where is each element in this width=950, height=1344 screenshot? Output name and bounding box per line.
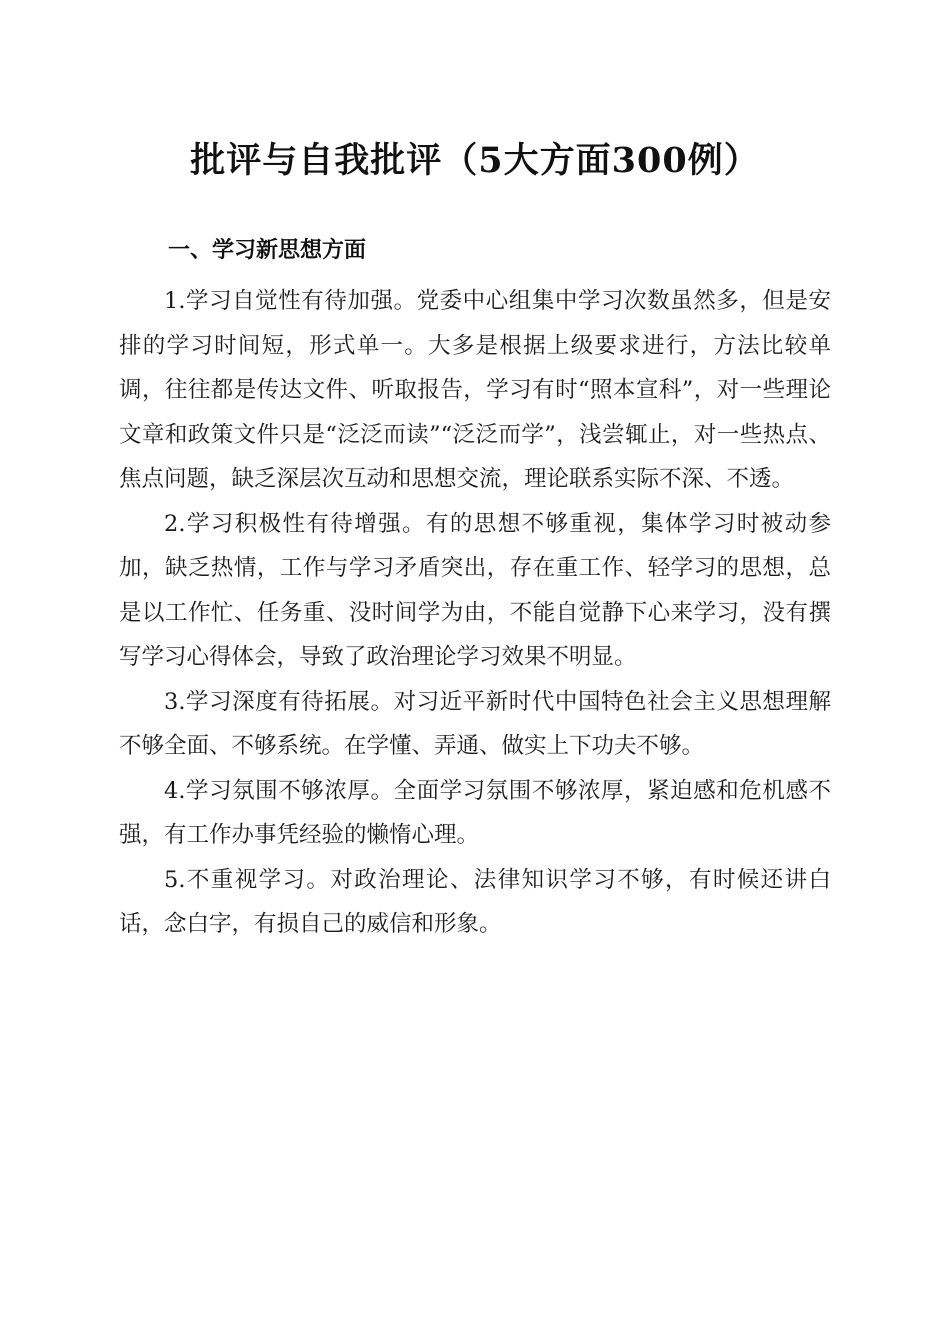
paragraph-3: 3.学习深度有待拓展。对习近平新时代中国特色社会主义思想理解不够全面、不够系统。在学懂、弄通、做实上下功夫不够。 bbox=[119, 688, 831, 759]
paragraph-2: 2.学习积极性有待增强。有的思想不够重视，集体学习时被动参加，缺乏热情，工作与学习矛盾突出，存在重工作、轻学习的思想，总是以工作忙、任务重、没时间学为由，不能自觉静下心来学习，没有撰写学习心得体会，导致了政治理论学习效果不明显。 bbox=[119, 510, 831, 670]
document-body bbox=[119, 279, 831, 947]
paragraph-5: 5.不重视学习。对政治理论、法律知识学习不够，有时候还讲白话，念白字，有损自己的威信和形象。 bbox=[119, 866, 831, 937]
paragraph-1: 1.学习自觉性有待加强。党委中心组集中学习次数虽然多，但是安排的学习时间短，形式单一。大多是根据上级要求进行，方法比较单调，往往都是传达文件、听取报告，学习有时“照本宣科”，对一些理论文章和政策文件只是“泛泛而读”“泛泛而学”，浅尝辄止，对一些热点、焦点问题，缺乏深层次互动和思想交流，理论联系实际不深、不透。 bbox=[119, 288, 831, 492]
section-heading: 一、学习新思想方面 bbox=[168, 238, 367, 263]
document-title: 批评与自我批评（5大方面300例） bbox=[190, 140, 760, 181]
paragraph-4: 4.学习氛围不够浓厚。全面学习氛围不够浓厚，紧迫感和危机感不强，有工作办事凭经验的懒惰心理。 bbox=[119, 777, 831, 848]
